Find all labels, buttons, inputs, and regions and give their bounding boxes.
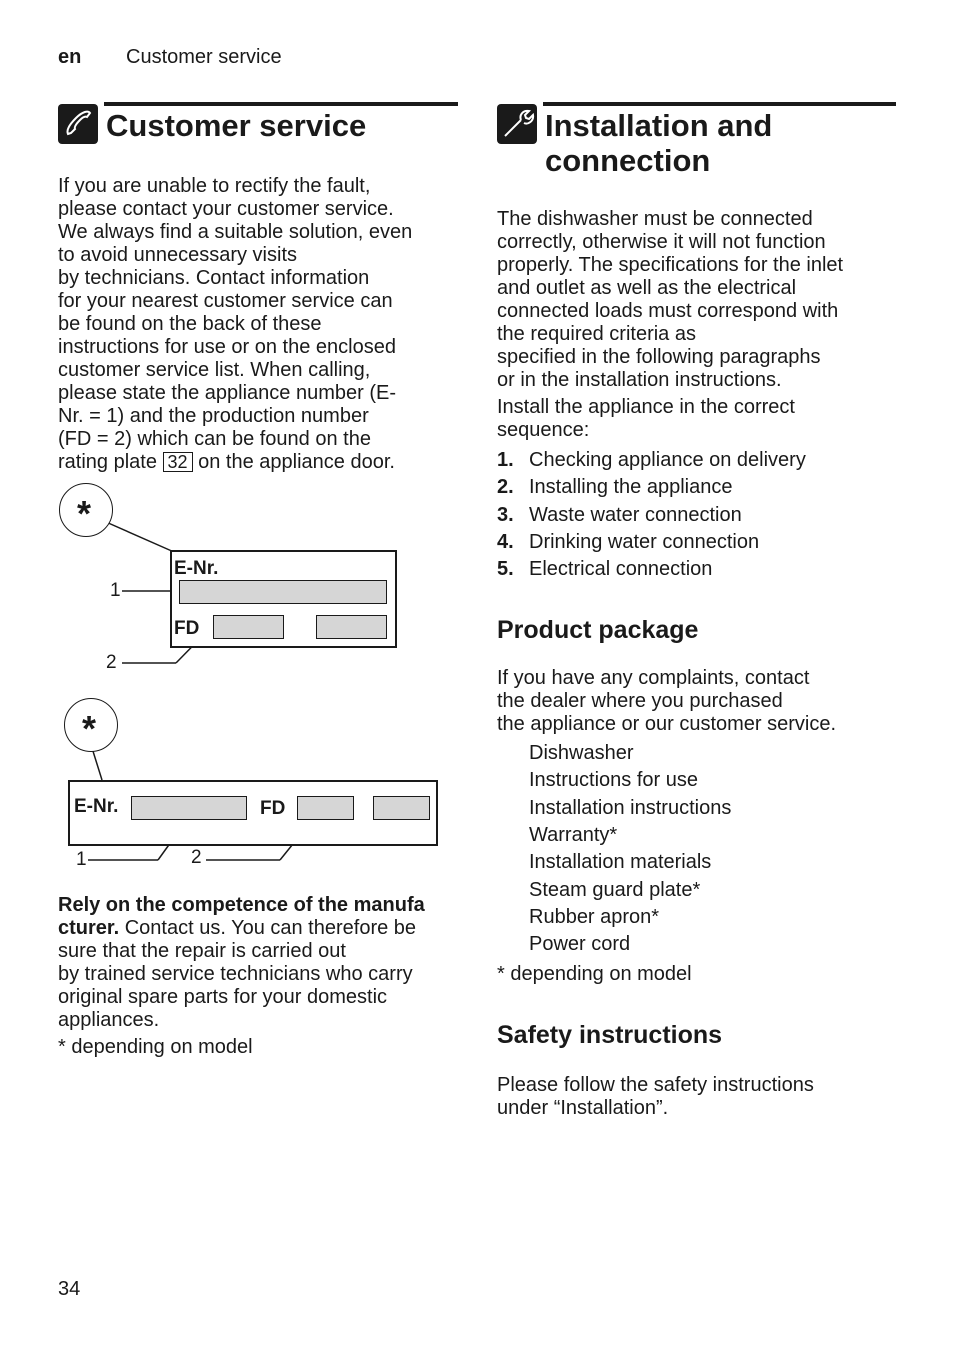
- section-rule: [104, 102, 458, 106]
- step-item: [497, 504, 742, 527]
- rating-plate-horizontal: [68, 780, 438, 846]
- wrench-icon: [497, 104, 537, 144]
- paragraph-line: by technicians. Contact information: [58, 267, 370, 289]
- paragraph-line: If you are unable to rectify the fault,: [58, 175, 371, 197]
- page-number: 34: [58, 1278, 81, 1300]
- step-label: Drinking water connection: [529, 530, 760, 553]
- rating-plate-prefix: rating plate: [58, 451, 157, 473]
- paragraph-line: appliances.: [58, 1009, 160, 1031]
- package-item: Installation instructions: [529, 796, 732, 819]
- safety-heading: Safety instructions: [497, 1021, 723, 1049]
- paragraph-line: customer service list. When calling,: [58, 359, 371, 381]
- customer-service-paragraph: [58, 175, 458, 451]
- fd-field-2: [373, 796, 430, 820]
- enr-label: E-Nr.: [74, 796, 119, 817]
- step-number: 1.: [497, 449, 514, 471]
- paragraph-line: sequence:: [497, 419, 590, 441]
- rating-plate-suffix: on the appliance door.: [198, 451, 395, 473]
- step-item: [497, 449, 806, 472]
- step-number: 4.: [497, 530, 514, 553]
- package-item: Steam guard plate*: [529, 878, 701, 901]
- package-item: Power cord: [529, 933, 631, 956]
- section-title-customer-service: Customer service: [106, 108, 367, 143]
- paragraph-line: Install the appliance in the correct: [497, 396, 795, 418]
- product-package-heading: Product package: [497, 616, 699, 644]
- paragraph-line: correctly, otherwise it will not function: [497, 231, 826, 253]
- paragraph-line: original spare parts for your domestic: [58, 986, 388, 1008]
- paragraph-line: Nr. = 1) and the production number: [58, 405, 369, 427]
- paragraph-line: the appliance or our customer service.: [497, 713, 837, 735]
- rating-plate-line: [58, 451, 395, 474]
- rely-rest-2: Contact us. You can therefore be: [119, 917, 417, 939]
- paragraph-line: sure that the repair is carried out: [58, 940, 346, 962]
- paragraph-line: connected loads must correspond with: [497, 300, 839, 322]
- model-marker-circle-1: [59, 483, 113, 537]
- package-item: Rubber apron*: [529, 905, 660, 928]
- callout-2: 2: [191, 847, 202, 868]
- paragraph-line: (FD = 2) which can be found on the: [58, 428, 371, 450]
- paragraph-line: be found on the back of these: [58, 313, 322, 335]
- step-item: [497, 476, 732, 499]
- paragraph-line: or in the installation instructions.: [497, 369, 782, 391]
- section-title-installation: [545, 108, 772, 178]
- rely-bold-1: Rely on the competence of the manufa: [58, 894, 425, 916]
- rating-plate-reference: 32: [163, 452, 193, 472]
- paragraph-line: If you have any complaints, contact: [497, 667, 810, 689]
- paragraph-line: We always find a suitable solution, even: [58, 221, 413, 243]
- callout-1: 1: [76, 849, 87, 870]
- paragraph-line: Please follow the safety instructions: [497, 1074, 814, 1096]
- safety-text: [497, 1074, 897, 1120]
- fd-label: FD: [260, 798, 286, 819]
- paragraph-line: please contact your customer service.: [58, 198, 394, 220]
- fd-field-1: [297, 796, 354, 820]
- title-line-2: connection: [545, 143, 711, 178]
- language-code: en: [58, 46, 82, 68]
- asterisk-icon: *: [82, 708, 97, 749]
- paragraph-line: by trained service technicians who carry: [58, 963, 413, 985]
- paragraph-line: under “Installation”.: [497, 1097, 669, 1119]
- package-item: Installation materials: [529, 851, 712, 874]
- package-item: Instructions for use: [529, 769, 698, 792]
- installation-intro: [497, 208, 897, 392]
- rely-lines: [58, 940, 458, 1032]
- running-header: Customer service: [126, 46, 282, 68]
- step-label: Electrical connection: [529, 558, 713, 581]
- fd-field-2: [316, 615, 387, 639]
- right-footnote: * depending on model: [497, 963, 692, 985]
- fd-field-1: [213, 615, 284, 639]
- package-item: Warranty*: [529, 823, 618, 846]
- step-item: [497, 558, 712, 581]
- left-footnote: * depending on model: [58, 1036, 253, 1058]
- enr-field: [131, 796, 247, 820]
- step-label: Installing the appliance: [529, 476, 733, 499]
- paragraph-line: the required criteria as: [497, 323, 696, 345]
- enr-field: [179, 580, 387, 604]
- enr-label: E-Nr.: [174, 558, 219, 579]
- paragraph-line: and outlet as well as the electrical: [497, 277, 797, 299]
- product-package-intro: [497, 667, 897, 736]
- callout-2: 2: [106, 652, 117, 673]
- rely-bold-2: cturer.: [58, 917, 120, 939]
- paragraph-line: to avoid unnecessary visits: [58, 244, 298, 266]
- step-number: 5.: [497, 558, 514, 581]
- step-label: Checking appliance on delivery: [529, 449, 806, 471]
- step-number: 3.: [497, 503, 514, 526]
- asterisk-icon: *: [77, 493, 92, 534]
- step-number: 2.: [497, 476, 514, 499]
- rely-paragraph: [58, 894, 458, 1032]
- model-marker-circle-2: [64, 698, 118, 752]
- paragraph-line: for your nearest customer service can: [58, 290, 393, 312]
- phone-icon: [58, 104, 98, 144]
- rating-plate-vertical: [170, 550, 397, 648]
- package-item: Dishwasher: [529, 742, 634, 764]
- step-item: [497, 531, 759, 554]
- paragraph-line: specified in the following paragraphs: [497, 346, 821, 368]
- paragraph-line: properly. The specifications for the inlet: [497, 254, 844, 276]
- title-line-1: Installation and: [545, 108, 773, 143]
- step-label: Waste water connection: [529, 503, 742, 526]
- section-rule: [543, 102, 896, 106]
- paragraph-line: The dishwasher must be connected: [497, 208, 813, 230]
- paragraph-line: please state the appliance number (E-: [58, 382, 396, 404]
- paragraph-line: instructions for use or on the enclosed: [58, 336, 396, 358]
- installation-sequence-intro: [497, 396, 897, 442]
- callout-1: 1: [110, 580, 121, 601]
- fd-label: FD: [174, 618, 200, 639]
- paragraph-line: the dealer where you purchased: [497, 690, 783, 712]
